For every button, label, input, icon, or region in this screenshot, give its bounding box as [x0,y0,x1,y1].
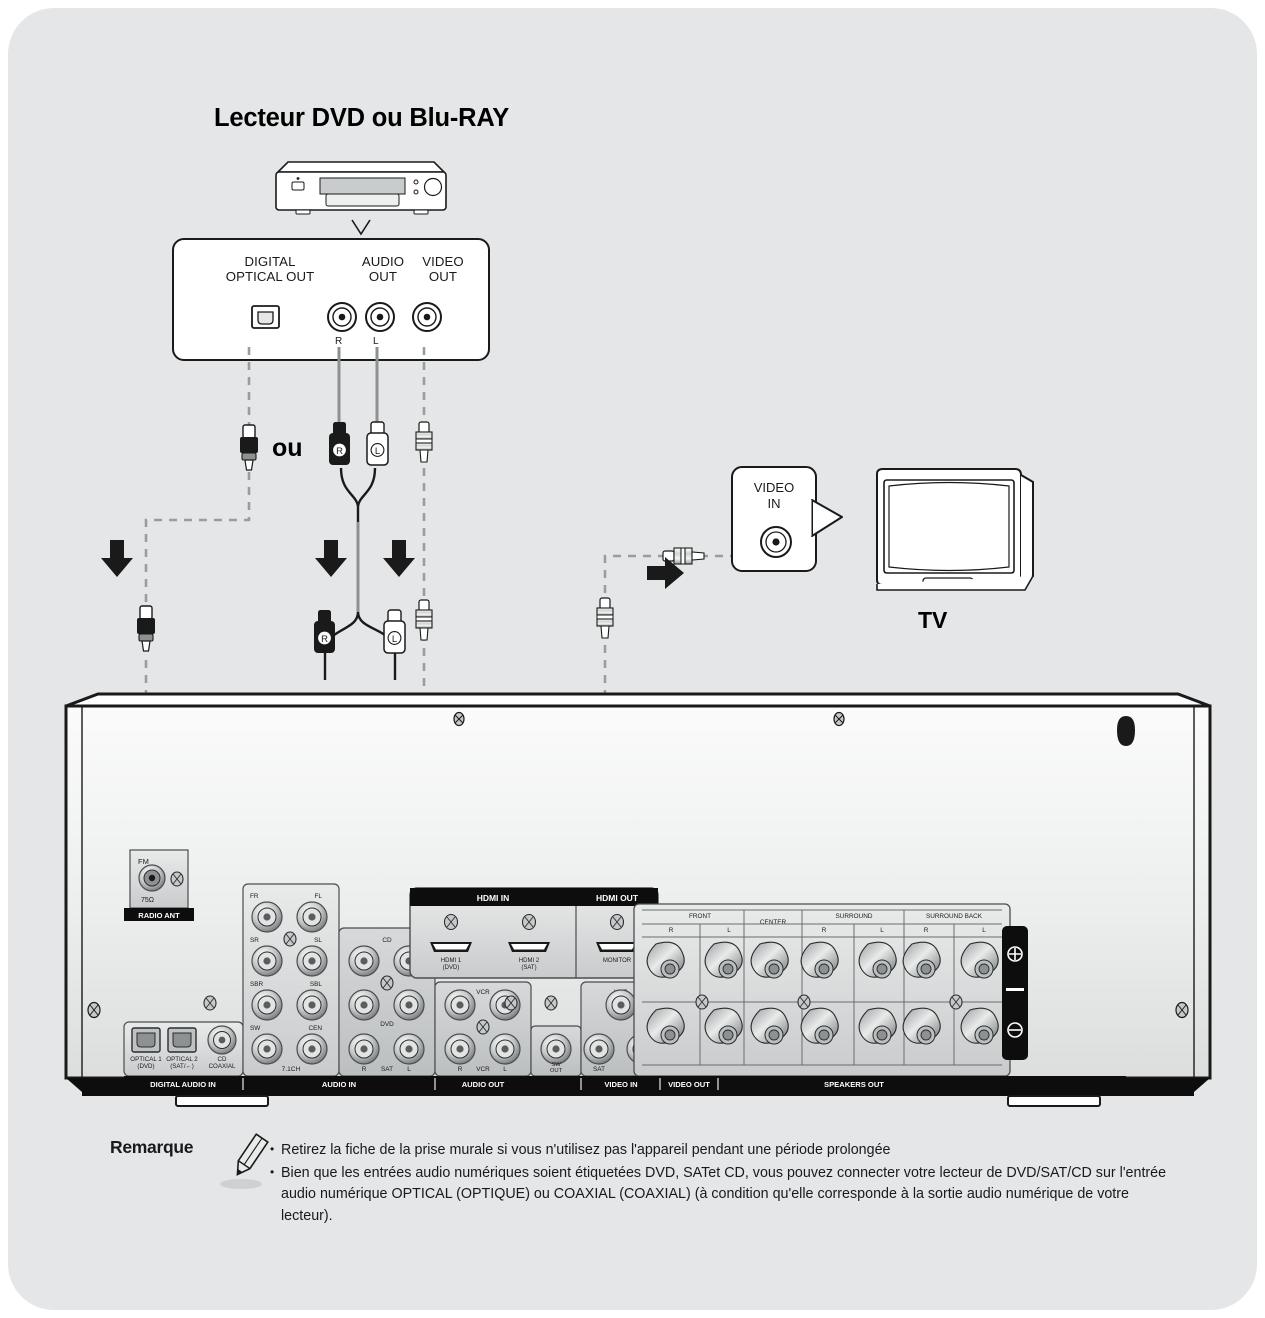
digital-optical-out-line2: OPTICAL OUT [225,269,315,284]
optical-plug-lower [137,606,155,651]
audio-in-label-fl: FL [314,893,322,900]
video-in-label-sat: SAT [593,1066,605,1073]
label-tv: TV [918,607,948,633]
audio-out-label-l: L [503,1066,507,1073]
monitor-plug-receiver [597,598,613,638]
caption-audio-in: AUDIO IN [321,1080,357,1089]
hdmi2-label-top: HDMI 2 [518,958,540,964]
arrow-down-optical [101,540,133,577]
audio-out-label-vcr-bottom: VCR [476,1066,490,1073]
video-plug-upper [416,422,432,462]
video-plug-lower [416,600,432,640]
audio-in-label-fr: FR [250,893,259,900]
optical-plug-upper [240,425,258,470]
speakers-group-front: FRONT [688,913,712,920]
radio-ant-block [124,850,194,921]
tv-callout-line2: IN [767,495,781,511]
page-title-dvd-player: Lecteur DVD ou Blu-RAY [214,104,510,132]
audio-l-branch-upper [358,468,375,506]
sw-out-label-line1: SW [551,1062,561,1068]
speakers-ch-front-r: R [668,927,674,934]
hdmi-out-caption: HDMI OUT [595,893,639,903]
arrow-down-audio [315,540,347,577]
audio-in-label-sbr: SBR [250,981,264,988]
optical-cable-mid [146,472,249,611]
audio-in-label-sr: SR [250,937,259,944]
tv-video-in-callout [731,466,817,572]
audio-out-label-r: R [457,1066,463,1073]
audio-out-label-vcr-top: VCR [476,989,490,996]
rca-plug-l-lower [384,610,405,653]
speakers-ch-sback-r: R [923,927,929,934]
audio-in-label-sw: SW [250,1025,261,1032]
hdmi-block [410,888,658,978]
audio-in-sat-r: R [361,1066,367,1073]
video-out-line2: OUT [428,269,458,284]
caption-audio-out: AUDIO OUT [461,1080,505,1089]
optical2-label-top: OPTICAL 2 [166,1056,198,1063]
radio-ant-fm-label: FM [138,857,149,866]
hdmi1-label-top: HDMI 1 [440,958,462,964]
sw-out-label-line2: OUT [549,1068,563,1074]
speakers-ch-sback-l: L [982,927,986,934]
video-out-line1: VIDEO [422,254,464,269]
label-ou-alternative: ou [272,434,303,462]
pencil-icon [215,1130,277,1192]
audio-out-line2: OUT [368,269,398,284]
optical2-label-bottom: (SAT/←) [170,1063,194,1070]
audio-in-label-cen: CEN [308,1025,322,1032]
tv-video-in-jack [733,468,819,574]
tv-callout-tail [812,496,846,542]
rca-plug-l-upper [367,422,388,465]
audio-in-label-dvd: DVD [380,1021,394,1028]
optical1-label-bottom: (DVD) [137,1063,155,1070]
arrow-down-video [383,540,415,577]
av-receiver-rear-panel [64,692,1212,1104]
hdmi-in-caption: HDMI IN [476,893,510,903]
svg-text:L: L [374,446,381,457]
audio-in-label-cd: CD [382,937,392,944]
caption-speakers-out: SPEAKERS OUT [824,1080,884,1089]
hdmi2-label-bottom: (SAT) [521,965,537,971]
audio-in-label-sbl: SBL [309,981,322,988]
rca-plug-r-upper [329,422,350,465]
coaxial-label-top: CD [217,1056,227,1063]
coaxial-label-bottom: COAXIAL [208,1063,236,1070]
tv-callout-line1: VIDEO [753,480,795,495]
speakers-ch-front-l: L [727,927,731,934]
optical1-label-top: OPTICAL 1 [130,1056,162,1063]
speakers-ch-surround-r: R [821,927,827,934]
svg-text:R: R [321,634,328,645]
jack-label-r: R [335,336,343,347]
caption-video-in: VIDEO IN [604,1080,638,1089]
radio-ant-caption: RADIO ANT [138,911,180,920]
speakers-group-surround: SURROUND [835,913,873,920]
bottom-caption-bar [124,1076,1126,1092]
audio-out-line1: AUDIO [361,254,405,269]
note-block [110,1128,1170,1278]
rca-plug-r-lower [314,610,335,653]
digital-optical-out-line1: DIGITAL [244,254,296,269]
hdmi-monitor-label: MONITOR [602,958,632,964]
note-title: Remarque [110,1137,194,1157]
audio-in-71ch-caption: 7.1CH [281,1066,301,1073]
caption-digital-audio-in: DIGITAL AUDIO IN [150,1080,216,1089]
speakers-ch-surround-l: L [880,927,884,934]
audio-out-block [435,982,531,1076]
svg-text:R: R [336,446,343,457]
speakers-group-surround-back: SURROUND BACK [925,913,983,920]
tv-illustration [875,466,1041,596]
audio-in-71ch-block [243,884,339,1076]
note-item-2: • Bien que les entrées audio numériques soient étiquetées DVD, SATet CD, vous pouvez connecter votre lecteur de DVD/SAT/CD sur l'entrée audio numérique OPTICAL (OPTIQUE) ou COAXIAL (COAXIAL) (à condition qu'elle corresponde à la sortie audio numérique de votre lecteur). [270,1163,1170,1228]
audio-in-label-sat: SAT [381,1066,393,1073]
radio-ant-ohm-label: 75Ω [141,897,155,904]
svg-text:L: L [391,634,398,645]
jack-label-l: L [373,336,379,347]
audio-r-branch-upper [341,468,358,522]
speakers-group-center: CENTER [759,919,787,926]
direction-arrows [101,540,684,589]
note-list [270,1140,1170,1228]
caption-video-out: VIDEO OUT [668,1080,710,1089]
audio-in-sat-l: L [407,1066,411,1073]
hdmi1-label-bottom: (DVD) [442,965,460,971]
audio-in-label-sl: SL [314,937,322,944]
speakers-out-block [634,904,1028,1076]
note-item-1: • Retirez la fiche de la prise murale si vous n'utilisez pas l'appareil pendant une période prolongée [270,1140,1170,1162]
